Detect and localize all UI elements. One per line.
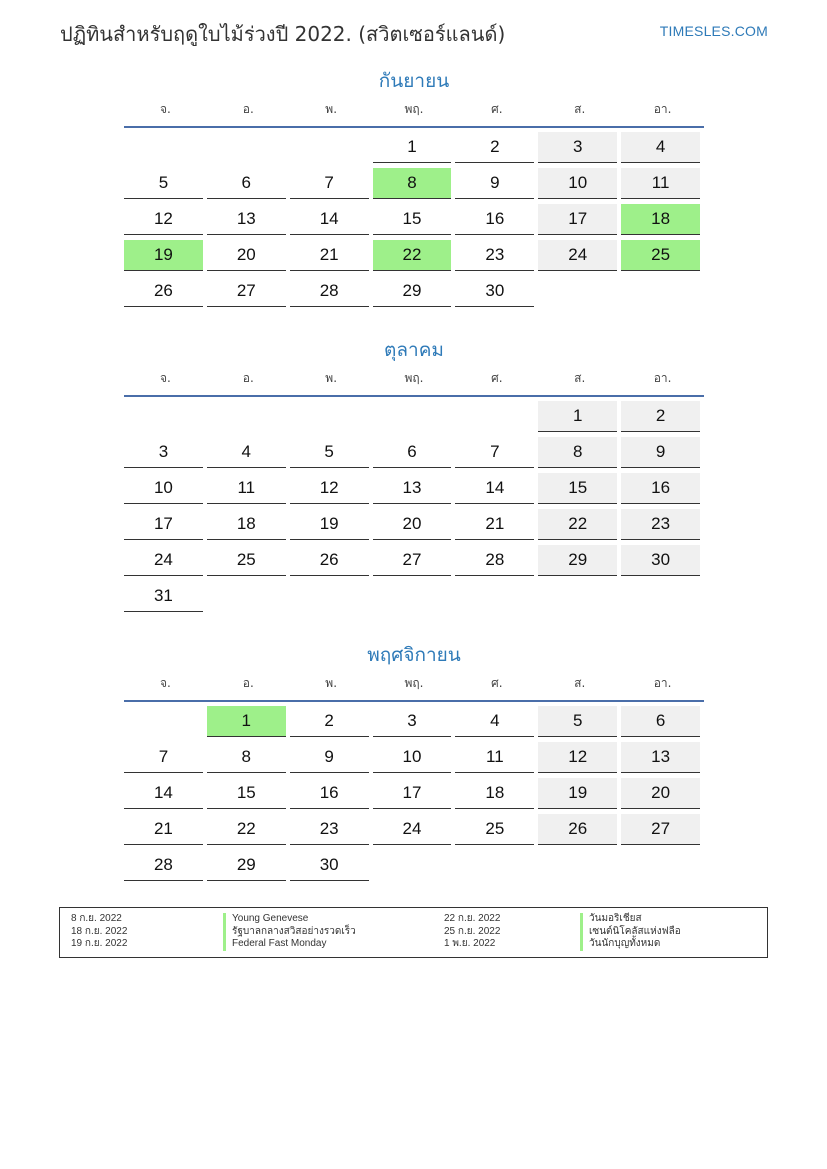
day-cell[interactable]: 19	[538, 778, 617, 809]
month-name: ตุลาคม	[384, 339, 444, 361]
weekday-label: พ.	[325, 102, 338, 116]
legend-holiday-name: เซนต์นิโคลัสแห่งฟลือ	[580, 926, 681, 939]
empty-cell	[538, 276, 617, 306]
legend-date: 25 ก.ย. 2022	[444, 925, 501, 937]
day-cell[interactable]: 18	[455, 778, 534, 809]
day-cell[interactable]: 11	[207, 473, 286, 504]
day-cell[interactable]: 22	[207, 814, 286, 845]
weekday-label: ศ.	[491, 102, 503, 116]
day-cell[interactable]: 15	[373, 204, 452, 235]
day-cell[interactable]: 13	[373, 473, 452, 504]
weekday-label: พ.	[325, 371, 338, 385]
weekday-label: ศ.	[491, 676, 503, 690]
weekday-label: อ.	[242, 371, 254, 385]
day-cell[interactable]: 17	[373, 778, 452, 809]
week-row	[124, 814, 704, 850]
month-october	[124, 335, 704, 617]
month-september	[124, 66, 704, 312]
day-cell[interactable]: 31	[124, 581, 203, 612]
day-cell[interactable]: 6	[373, 437, 452, 468]
day-cell[interactable]: 14	[290, 204, 369, 235]
legend-dates-right	[444, 913, 500, 951]
empty-cell	[290, 581, 369, 611]
legend-date: 1 พ.ย. 2022	[444, 938, 496, 949]
week-row	[124, 437, 704, 473]
legend-names-left	[223, 913, 356, 951]
day-cell[interactable]: 7	[124, 742, 203, 773]
day-cell[interactable]: 28	[290, 276, 369, 307]
day-cell[interactable]: 10	[538, 168, 617, 199]
day-cell[interactable]: 3	[124, 437, 203, 468]
legend-dates-left	[71, 913, 127, 951]
week-row	[124, 545, 704, 581]
day-cell[interactable]: 15	[538, 473, 617, 504]
day-cell[interactable]: 12	[290, 473, 369, 504]
weekday-label: พฤ.	[404, 102, 424, 116]
day-cell[interactable]: 16	[290, 778, 369, 809]
day-cell[interactable]: 2	[290, 706, 369, 737]
holiday-legend	[59, 907, 768, 958]
legend-date: 19 ก.ย. 2022	[71, 938, 128, 949]
day-cell[interactable]: 28	[124, 850, 203, 881]
day-cell[interactable]: 20	[621, 778, 700, 809]
day-cell[interactable]: 13	[207, 204, 286, 235]
weekday-label: จ.	[160, 676, 171, 690]
weekday-label: พ.	[325, 676, 338, 690]
day-cell[interactable]: 4	[455, 706, 534, 737]
brand-link[interactable]: TIMESLES.COM	[659, 23, 768, 39]
day-cell[interactable]: 12	[124, 204, 203, 235]
weekday-label: อ.	[242, 102, 254, 116]
day-cell[interactable]: 28	[455, 545, 534, 576]
day-cell[interactable]: 7	[290, 168, 369, 199]
day-cell[interactable]: 21	[290, 240, 369, 271]
day-cell[interactable]: 1	[538, 401, 617, 432]
empty-cell	[455, 850, 534, 880]
day-cell[interactable]: 3	[373, 706, 452, 737]
day-cell[interactable]: 21	[455, 509, 534, 540]
day-cell[interactable]: 24	[538, 240, 617, 271]
weekday-label: พฤ.	[404, 371, 424, 385]
weekday-label: ส.	[574, 676, 586, 690]
month-name: พฤศจิกายน	[367, 644, 461, 666]
weekday-header	[124, 670, 704, 702]
day-cell[interactable]: 30	[455, 276, 534, 307]
day-cell[interactable]: 22	[538, 509, 617, 540]
day-cell[interactable]: 16	[455, 204, 534, 235]
weekday-label: จ.	[160, 102, 171, 116]
week-row	[124, 742, 704, 778]
day-cell[interactable]: 6	[621, 706, 700, 737]
weekday-label: อา.	[653, 102, 672, 116]
legend-holiday-name: วันมอริเชียส	[580, 913, 681, 926]
empty-cell	[373, 401, 452, 431]
empty-cell	[621, 850, 700, 880]
legend-date: 8 ก.ย. 2022	[71, 913, 122, 924]
week-row	[124, 276, 704, 312]
empty-cell	[124, 401, 203, 431]
day-cell[interactable]: 2	[621, 401, 700, 432]
week-row	[124, 850, 704, 886]
empty-cell	[207, 132, 286, 162]
day-cell[interactable]: 21	[124, 814, 203, 845]
week-row	[124, 240, 704, 276]
day-cell[interactable]: 26	[290, 545, 369, 576]
legend-date: 18 ก.ย. 2022	[71, 925, 128, 937]
day-cell[interactable]: 24	[373, 814, 452, 845]
day-cell[interactable]: 10	[124, 473, 203, 504]
empty-cell	[455, 401, 534, 431]
day-cell[interactable]: 5	[124, 168, 203, 199]
weekday-header	[124, 96, 704, 128]
weekday-header	[124, 365, 704, 397]
week-row	[124, 132, 704, 168]
day-cell[interactable]: 10	[373, 742, 452, 773]
day-cell[interactable]: 7	[455, 437, 534, 468]
legend-date: 22 ก.ย. 2022	[444, 913, 501, 924]
day-cell[interactable]: 19	[290, 509, 369, 540]
day-cell[interactable]: 15	[207, 778, 286, 809]
day-cell[interactable]: 27	[207, 276, 286, 307]
legend-holiday-name: Young Genevese	[223, 913, 356, 926]
empty-cell	[124, 706, 203, 736]
empty-cell	[290, 401, 369, 431]
empty-cell	[455, 581, 534, 611]
day-cell[interactable]: 9	[290, 742, 369, 773]
week-row	[124, 706, 704, 742]
weekday-label: ศ.	[491, 371, 503, 385]
day-cell[interactable]: 1	[207, 706, 286, 737]
day-cell[interactable]: 9	[621, 437, 700, 468]
day-cell[interactable]: 29	[538, 545, 617, 576]
day-cell[interactable]: 14	[124, 778, 203, 809]
day-cell[interactable]: 27	[621, 814, 700, 845]
day-cell[interactable]: 4	[621, 132, 700, 163]
day-cell[interactable]: 20	[207, 240, 286, 271]
day-cell[interactable]: 3	[538, 132, 617, 163]
empty-cell	[207, 401, 286, 431]
month-november	[124, 640, 704, 886]
page-title: ปฏิทินสำหรับฤดูใบไม้ร่วงปี 2022. (สวิตเซอร์แลนด์)	[60, 22, 506, 46]
day-cell[interactable]: 27	[373, 545, 452, 576]
day-cell[interactable]: 25	[455, 814, 534, 845]
day-cell[interactable]: 11	[455, 742, 534, 773]
day-cell[interactable]: 24	[124, 545, 203, 576]
weekday-label: อา.	[653, 371, 672, 385]
week-row	[124, 509, 704, 545]
day-cell[interactable]: 11	[621, 168, 700, 199]
day-cell[interactable]: 8	[373, 168, 452, 199]
empty-cell	[373, 850, 452, 880]
empty-cell	[621, 581, 700, 611]
empty-cell	[538, 581, 617, 611]
empty-cell	[538, 850, 617, 880]
day-cell[interactable]: 14	[455, 473, 534, 504]
day-cell[interactable]: 25	[621, 240, 700, 271]
day-cell[interactable]: 17	[124, 509, 203, 540]
day-cell[interactable]: 25	[207, 545, 286, 576]
day-cell[interactable]: 22	[373, 240, 452, 271]
weekday-label: ส.	[574, 102, 586, 116]
day-cell[interactable]: 17	[538, 204, 617, 235]
empty-cell	[207, 581, 286, 611]
day-cell[interactable]: 5	[290, 437, 369, 468]
day-cell[interactable]: 5	[538, 706, 617, 737]
legend-holiday-name: Federal Fast Monday	[223, 938, 356, 951]
weekday-label: พฤ.	[404, 676, 424, 690]
day-cell[interactable]: 1	[373, 132, 452, 163]
day-cell[interactable]: 16	[621, 473, 700, 504]
weekday-label: จ.	[160, 371, 171, 385]
day-cell[interactable]: 9	[455, 168, 534, 199]
day-cell[interactable]: 23	[455, 240, 534, 271]
day-cell[interactable]: 26	[124, 276, 203, 307]
day-cell[interactable]: 29	[373, 276, 452, 307]
legend-holiday-name: วันนักบุญทั้งหมด	[580, 938, 681, 951]
day-cell[interactable]: 23	[290, 814, 369, 845]
day-cell[interactable]: 30	[621, 545, 700, 576]
empty-cell	[290, 132, 369, 162]
empty-cell	[124, 132, 203, 162]
week-row	[124, 473, 704, 509]
day-cell[interactable]: 19	[124, 240, 203, 271]
day-cell[interactable]: 18	[207, 509, 286, 540]
week-row	[124, 168, 704, 204]
day-cell[interactable]: 6	[207, 168, 286, 199]
weekday-label: ส.	[574, 371, 586, 385]
empty-cell	[373, 581, 452, 611]
day-cell[interactable]: 13	[621, 742, 700, 773]
weekday-label: อ.	[242, 676, 254, 690]
day-cell[interactable]: 8	[538, 437, 617, 468]
day-cell[interactable]: 29	[207, 850, 286, 881]
legend-holiday-name: รัฐบาลกลางสวิสอย่างรวดเร็ว	[223, 926, 356, 939]
day-cell[interactable]: 4	[207, 437, 286, 468]
legend-names-right	[580, 913, 681, 951]
day-cell[interactable]: 30	[290, 850, 369, 881]
day-cell[interactable]: 12	[538, 742, 617, 773]
day-cell[interactable]: 26	[538, 814, 617, 845]
week-row	[124, 401, 704, 437]
month-name: กันยายน	[378, 70, 450, 92]
day-cell[interactable]: 23	[621, 509, 700, 540]
week-row	[124, 204, 704, 240]
weekday-label: อา.	[653, 676, 672, 690]
day-cell[interactable]: 18	[621, 204, 700, 235]
week-row	[124, 778, 704, 814]
day-cell[interactable]: 2	[455, 132, 534, 163]
week-row	[124, 581, 704, 617]
empty-cell	[621, 276, 700, 306]
day-cell[interactable]: 20	[373, 509, 452, 540]
day-cell[interactable]: 8	[207, 742, 286, 773]
